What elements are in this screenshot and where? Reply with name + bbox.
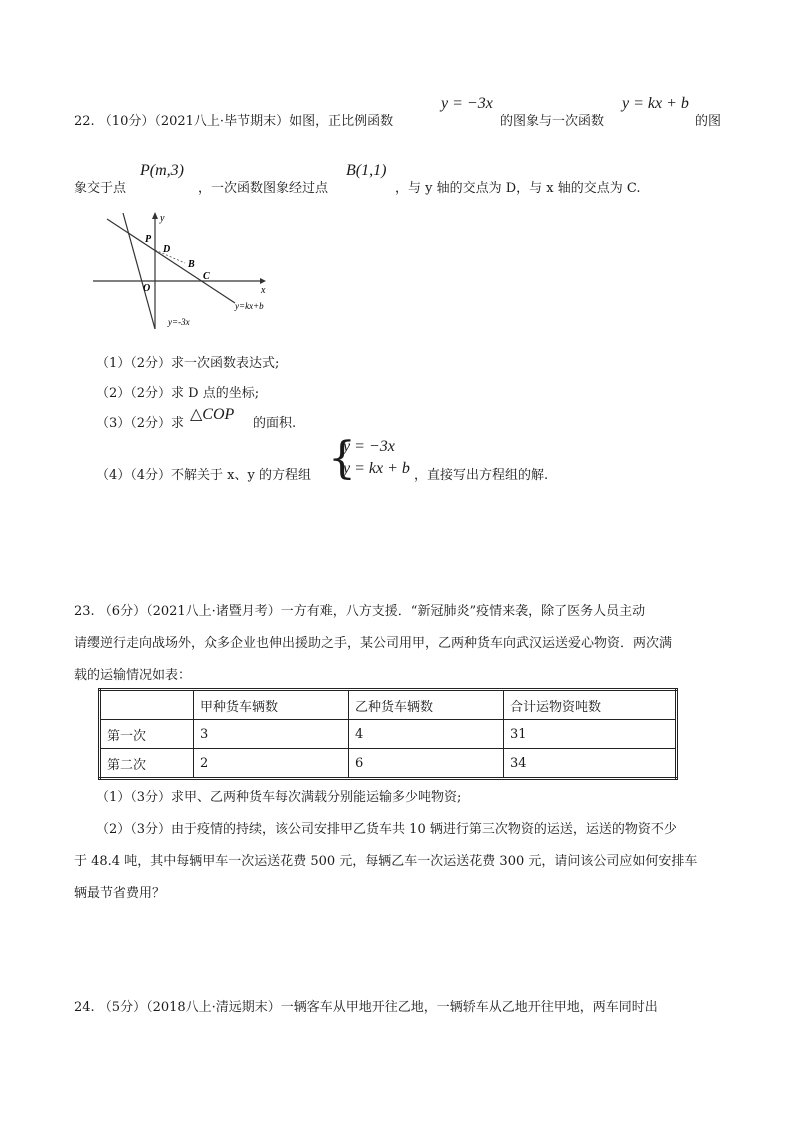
q22-system-eq1: y = −3x <box>343 438 395 455</box>
q22-point-p: P(m,3) <box>140 162 184 179</box>
q22-eq-proportional: y = −3x <box>441 95 493 112</box>
table-row <box>100 749 677 779</box>
q23-part2-line2: 于 48.4 吨，其中每辆甲车一次运送花费 500 元，每辆乙车一次运送花费 300 元，请问该公司应如何安排车 <box>74 854 698 869</box>
label-d: D <box>163 244 171 255</box>
label-y: y <box>160 213 165 224</box>
q24-line1: 24. （5分）（2018八上·清远期末）一辆客车从甲地开往乙地，一辆轿车从乙地开往甲地，两车同时出 <box>74 1000 658 1015</box>
label-c: C <box>203 271 210 282</box>
label-p: P <box>145 234 152 245</box>
table-header-cell <box>100 690 194 720</box>
system-brace: { <box>328 433 356 484</box>
q22-line1-mid: 的图象与一次函数 <box>500 114 605 129</box>
x-axis-arrow <box>260 278 266 284</box>
table-cell: 6 <box>349 749 504 779</box>
q22-line2-b: ，一次函数图象经过点 <box>198 181 329 196</box>
table-cell: 4 <box>349 720 504 749</box>
table-header-cell: 乙种货车辆数 <box>349 690 504 720</box>
q22-line2-a: 象交于点 <box>74 181 127 196</box>
table-row <box>100 720 677 749</box>
q22-part4-b: ，直接写出方程组的解. <box>414 468 549 483</box>
q22-line1-head: 22. （10分）（2021八上·毕节期末）如图，正比例函数 <box>74 114 394 129</box>
q23-part2-line1: （2）（3分）由于疫情的持续，该公司安排甲乙货车共 10 辆进行第三次物资的运送，运送的物资不少 <box>96 822 677 837</box>
label-line-kx-b: y=kx+b <box>235 301 264 311</box>
table-cell: 31 <box>504 720 677 749</box>
q22-part1: （1）（2分）求一次函数表达式; <box>96 356 280 371</box>
label-b: B <box>188 259 195 270</box>
q22-part4-a: （4）（4分）不解关于 x、y 的方程组 <box>96 468 311 483</box>
q23-data-table <box>98 688 678 780</box>
q22-line1-tail: 的图 <box>695 114 722 129</box>
q22-point-b: B(1,1) <box>346 162 387 179</box>
table-header-cell: 甲种货车辆数 <box>194 690 349 720</box>
table-cell: 3 <box>194 720 349 749</box>
q23-part2-line3: 辆最节省费用？ <box>74 886 166 901</box>
q23-part1: （1）（3分）求甲、乙两种货车每次满载分别能运输多少吨物资; <box>96 790 462 805</box>
label-x: x <box>261 285 266 296</box>
table-cell: 第二次 <box>100 749 194 779</box>
q22-part2: （2）（2分）求 D 点的坐标; <box>96 386 260 401</box>
line-y-kx-b <box>107 219 235 303</box>
label-line-neg3x: y=-3x <box>168 317 190 327</box>
label-o: O <box>143 283 151 294</box>
q23-line2: 请缨逆行走向战场外，众多企业也伸出援助之手，某公司用甲，乙两种货车向武汉运送爱心物资．两次满 <box>74 636 673 651</box>
q22-line2-c: ，与 y 轴的交点为 D，与 x 轴的交点为 C. <box>395 181 641 196</box>
q22-system-eq2: y = kx + b <box>343 460 410 477</box>
table-header-cell: 合计运物资吨数 <box>504 690 677 720</box>
table-cell: 34 <box>504 749 677 779</box>
table-cell: 第一次 <box>100 720 194 749</box>
line-y-neg3x <box>123 213 155 329</box>
q22-part3-b: 的面积. <box>253 416 297 431</box>
q22-part3-a: （3）（2分）求 <box>96 416 185 431</box>
q23-line3: 载的运输情况如表： <box>74 668 192 683</box>
q22-eq-linear: y = kx + b <box>622 95 689 112</box>
table-cell: 2 <box>194 749 349 779</box>
q22-figure <box>85 205 315 335</box>
q23-line1: 23. （6分）（2021八上·诸暨月考）一方有难，八方支援．“新冠肺炎”疫情来袭，除了医务人员主动 <box>74 604 646 619</box>
y-axis-arrow <box>152 212 158 219</box>
table-header-row <box>100 690 677 720</box>
q22-triangle-cop: △COP <box>190 406 235 423</box>
